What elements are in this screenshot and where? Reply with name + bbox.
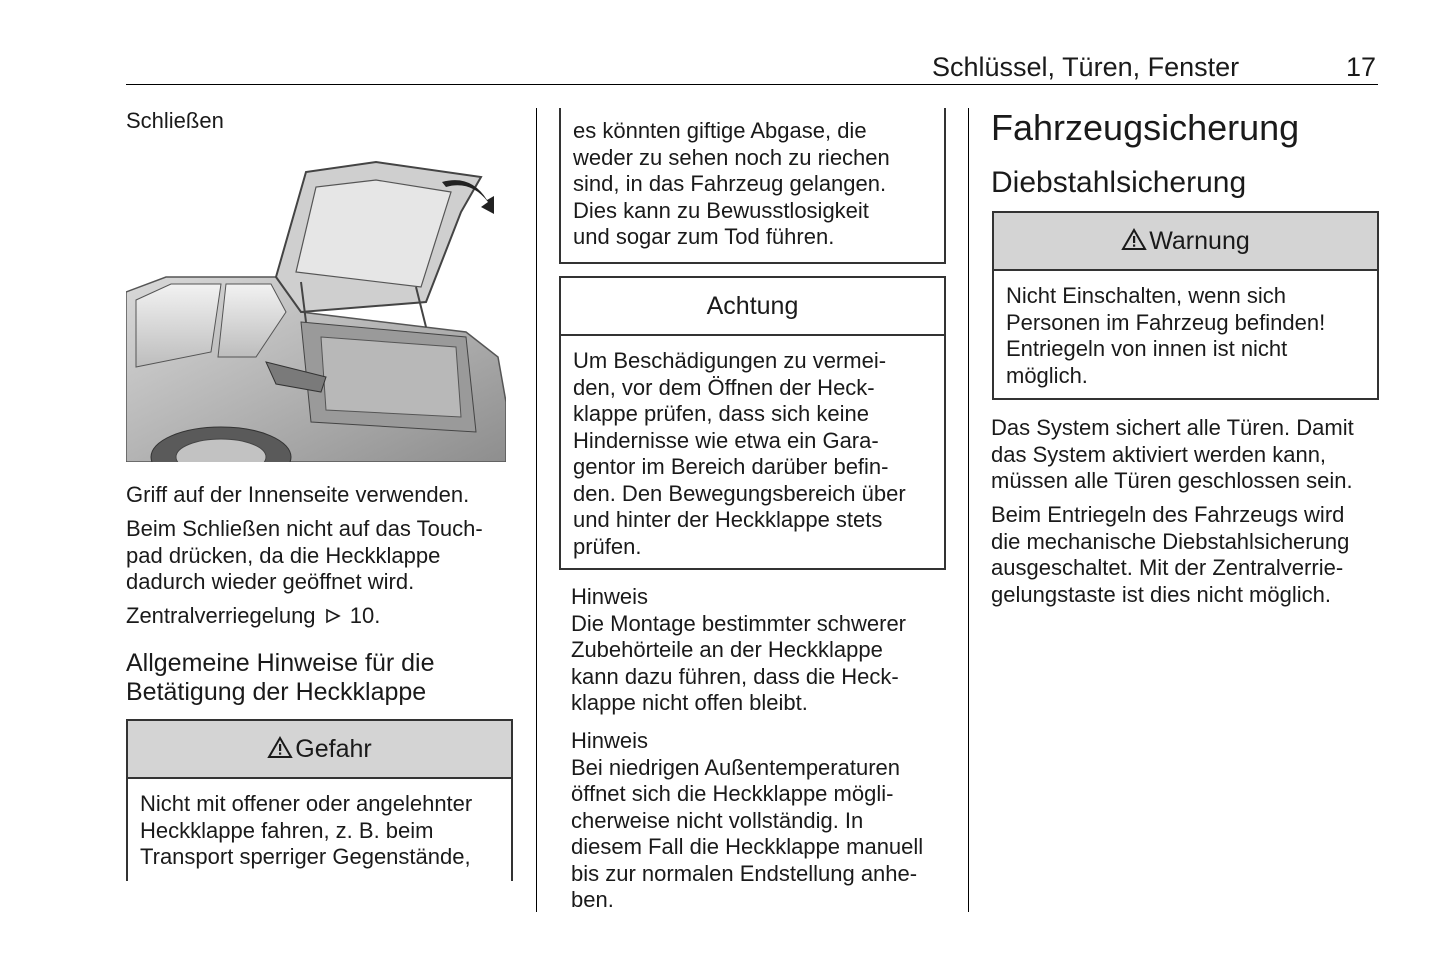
text-line: Nicht mit offener oder angelehnter: [140, 791, 473, 816]
text-line: Hindernisse wie etwa ein Gara-: [573, 427, 879, 453]
text-line: den, vor dem Öffnen der Heck-: [573, 374, 875, 400]
paragraph-touchpad: [126, 516, 526, 596]
danger-continued-body: [561, 108, 944, 263]
tailgate-figure: [126, 152, 506, 462]
text-line: und hinter der Heckklappe stets: [573, 507, 883, 532]
text-line: bis zur normalen Endstellung anhe-: [571, 860, 918, 886]
text-line: Beim Schließen nicht auf das Touch-: [126, 516, 483, 541]
text-line: Zubehörteile an der Heckklappe: [571, 637, 883, 662]
paragraph-entriegeln: [991, 502, 1386, 608]
note-1: [571, 584, 951, 717]
text-line: gentor im Bereich darüber befin-: [573, 454, 889, 479]
warning-box: [992, 211, 1379, 400]
subheading-schliessen: Schließen: [126, 108, 224, 133]
paragraph-griff: Griff auf der Innenseite verwenden.: [126, 482, 470, 507]
header-rule: [126, 84, 1378, 85]
text-line: gelungstaste ist dies nicht möglich.: [991, 581, 1331, 607]
section-heading-allgemeine-hinweise: [126, 649, 526, 707]
crossref-arrow-icon: [324, 608, 342, 624]
text-line: das System aktiviert werden kann,: [991, 441, 1327, 467]
note-title: Hinweis: [571, 728, 649, 753]
crossref-page-link[interactable]: 10.: [349, 603, 381, 628]
text-line: diesem Fall die Heckklappe manuell: [571, 834, 924, 859]
text-line: Bei niedrigen Außentemperaturen: [571, 754, 900, 780]
text-line: dadurch wieder geöffnet wird.: [126, 569, 415, 594]
crossref-text: Zentralverriegelung: [126, 603, 316, 628]
paragraph-zentralverriegelung: [126, 603, 526, 630]
text-line: prüfen.: [573, 533, 642, 559]
warning-triangle-icon: [267, 736, 293, 759]
danger-body: [128, 779, 511, 883]
page-number: 17: [1346, 52, 1377, 82]
warning-triangle-icon: [1121, 228, 1147, 251]
section-heading-diebstahlsicherung: Diebstahlsicherung: [991, 166, 1247, 199]
text-line: ben.: [571, 887, 614, 912]
text-line: öffnet sich die Heckklappe mögli-: [571, 781, 894, 806]
text-line: Dies kann zu Bewusstlosigkeit: [573, 197, 869, 223]
text-line: die mechanische Diebstahlsicherung: [991, 528, 1350, 554]
text-line: klappe nicht offen bleibt.: [571, 690, 808, 715]
danger-box: [126, 719, 513, 881]
danger-box-header: [128, 721, 511, 779]
text-line: klappe prüfen, dass sich keine: [573, 401, 869, 426]
running-header-title: Schlüssel, Türen, Fenster: [932, 52, 1240, 82]
text-line: möglich.: [1006, 362, 1088, 388]
text-line: kann dazu führen, dass die Heck-: [571, 663, 899, 689]
danger-box-continued: [559, 108, 946, 264]
paragraph-system-sichert: [991, 415, 1386, 495]
text-line: Beim Entriegeln des Fahrzeugs wird: [991, 502, 1345, 527]
column-divider-right: [968, 108, 969, 912]
text-line: weder zu sehen noch zu riechen: [573, 144, 890, 170]
warning-body: [994, 271, 1377, 401]
danger-title: Gefahr: [295, 735, 372, 763]
caution-box-header: Achtung: [561, 278, 944, 336]
text-line: den. Den Bewegungsbereich über: [573, 480, 906, 506]
text-line: Transport sperriger Gegenstände,: [140, 844, 471, 869]
text-line: ausgeschaltet. Mit der Zentralverrie-: [991, 555, 1344, 580]
text-line: Das System sichert alle Türen. Damit: [991, 415, 1354, 440]
note-2: [571, 728, 951, 914]
warning-title: Warnung: [1149, 227, 1250, 255]
text-line: müssen alle Türen geschlossen sein.: [991, 468, 1353, 493]
text-line: pad drücken, da die Heckklappe: [126, 542, 441, 568]
caution-body: [561, 336, 944, 572]
heading-line: Betätigung der Heckklappe: [126, 678, 427, 706]
heading-line: Allgemeine Hinweise für die: [126, 649, 435, 677]
car-tailgate-illustration: [126, 152, 506, 462]
caution-box: [559, 276, 946, 570]
column-divider-left: [536, 108, 537, 912]
text-line: Um Beschädigungen zu vermei-: [573, 348, 887, 373]
text-line: und sogar zum Tod führen.: [573, 224, 835, 249]
note-title: Hinweis: [571, 584, 649, 609]
text-line: cherweise nicht vollständig. In: [571, 807, 864, 833]
text-line: Heckklappe fahren, z. B. beim: [140, 817, 434, 843]
text-line: Die Montage bestimmter schwerer: [571, 610, 907, 636]
text-line: sind, in das Fahrzeug gelangen.: [573, 171, 887, 196]
warning-box-header: [994, 213, 1377, 271]
text-line: Entriegeln von innen ist nicht: [1006, 336, 1288, 361]
text-line: es könnten giftige Abgase, die: [573, 118, 867, 143]
text-line: Nicht Einschalten, wenn sich: [1006, 283, 1287, 308]
chapter-heading-fahrzeugsicherung: Fahrzeugsicherung: [991, 107, 1300, 148]
text-line: Personen im Fahrzeug befinden!: [1006, 309, 1326, 335]
